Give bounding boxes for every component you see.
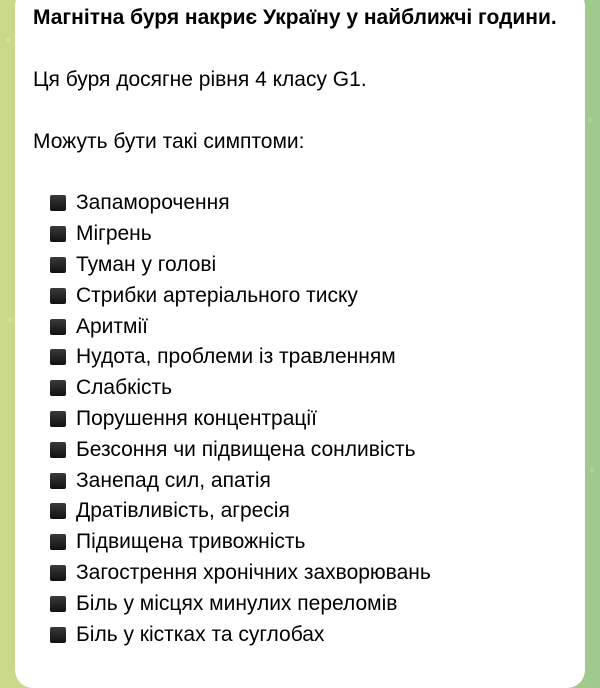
list-item	[50, 188, 563, 219]
symptom-label: Нудота, проблеми із травленням	[76, 345, 396, 369]
list-item	[50, 219, 563, 250]
list-item	[50, 373, 563, 404]
list-item	[50, 558, 563, 589]
list-item	[50, 250, 563, 281]
black-small-square-icon	[50, 503, 66, 519]
black-small-square-icon	[50, 473, 66, 489]
symptom-label: Аритмії	[76, 314, 148, 338]
symptom-label: Порушення концентрації	[76, 406, 317, 430]
black-small-square-icon	[50, 195, 66, 211]
black-small-square-icon	[50, 627, 66, 643]
list-item	[50, 434, 563, 465]
message-bubble[interactable]	[15, 0, 585, 688]
list-item	[50, 342, 563, 373]
symptom-label: Запаморочення	[76, 191, 230, 215]
list-item	[50, 588, 563, 619]
list-item	[50, 465, 563, 496]
black-small-square-icon	[50, 442, 66, 458]
list-item	[50, 404, 563, 435]
symptom-label: Стрибки артеріального тиску	[76, 283, 358, 307]
symptom-label: Туман у голові	[76, 252, 217, 276]
black-small-square-icon	[50, 319, 66, 335]
list-item	[50, 496, 563, 527]
black-small-square-icon	[50, 288, 66, 304]
list-item	[50, 311, 563, 342]
black-small-square-icon	[50, 380, 66, 396]
symptom-label: Безсоння чи підвищена сонливість	[76, 437, 416, 461]
storm-level-text: Ця буря досягне рівня 4 класу G1.	[33, 68, 367, 91]
symptom-label: Біль у місцях минулих переломів	[76, 591, 398, 615]
black-small-square-icon	[50, 257, 66, 273]
symptom-label: Загострення хронічних захворювань	[76, 560, 431, 584]
symptom-label: Дратівливість, агресія	[76, 499, 290, 523]
black-small-square-icon	[50, 534, 66, 550]
symptoms-intro: Можуть бути такі симптоми:	[33, 130, 305, 153]
black-small-square-icon	[50, 226, 66, 242]
symptom-label: Слабкість	[76, 376, 173, 400]
symptom-list	[33, 188, 563, 650]
black-small-square-icon	[50, 596, 66, 612]
symptom-label: Біль у кістках та суглобах	[76, 622, 325, 646]
black-small-square-icon	[50, 565, 66, 581]
black-small-square-icon	[50, 411, 66, 427]
message-title: Магнітна буря накриє Україну у найближчі години.	[33, 6, 557, 29]
list-item	[50, 280, 563, 311]
list-item	[50, 619, 563, 650]
symptom-label: Підвищена тривожність	[76, 530, 306, 554]
black-small-square-icon	[50, 349, 66, 365]
symptom-label: Мігрень	[76, 222, 152, 246]
list-item	[50, 527, 563, 558]
symptom-label: Занепад сил, апатія	[76, 468, 271, 492]
